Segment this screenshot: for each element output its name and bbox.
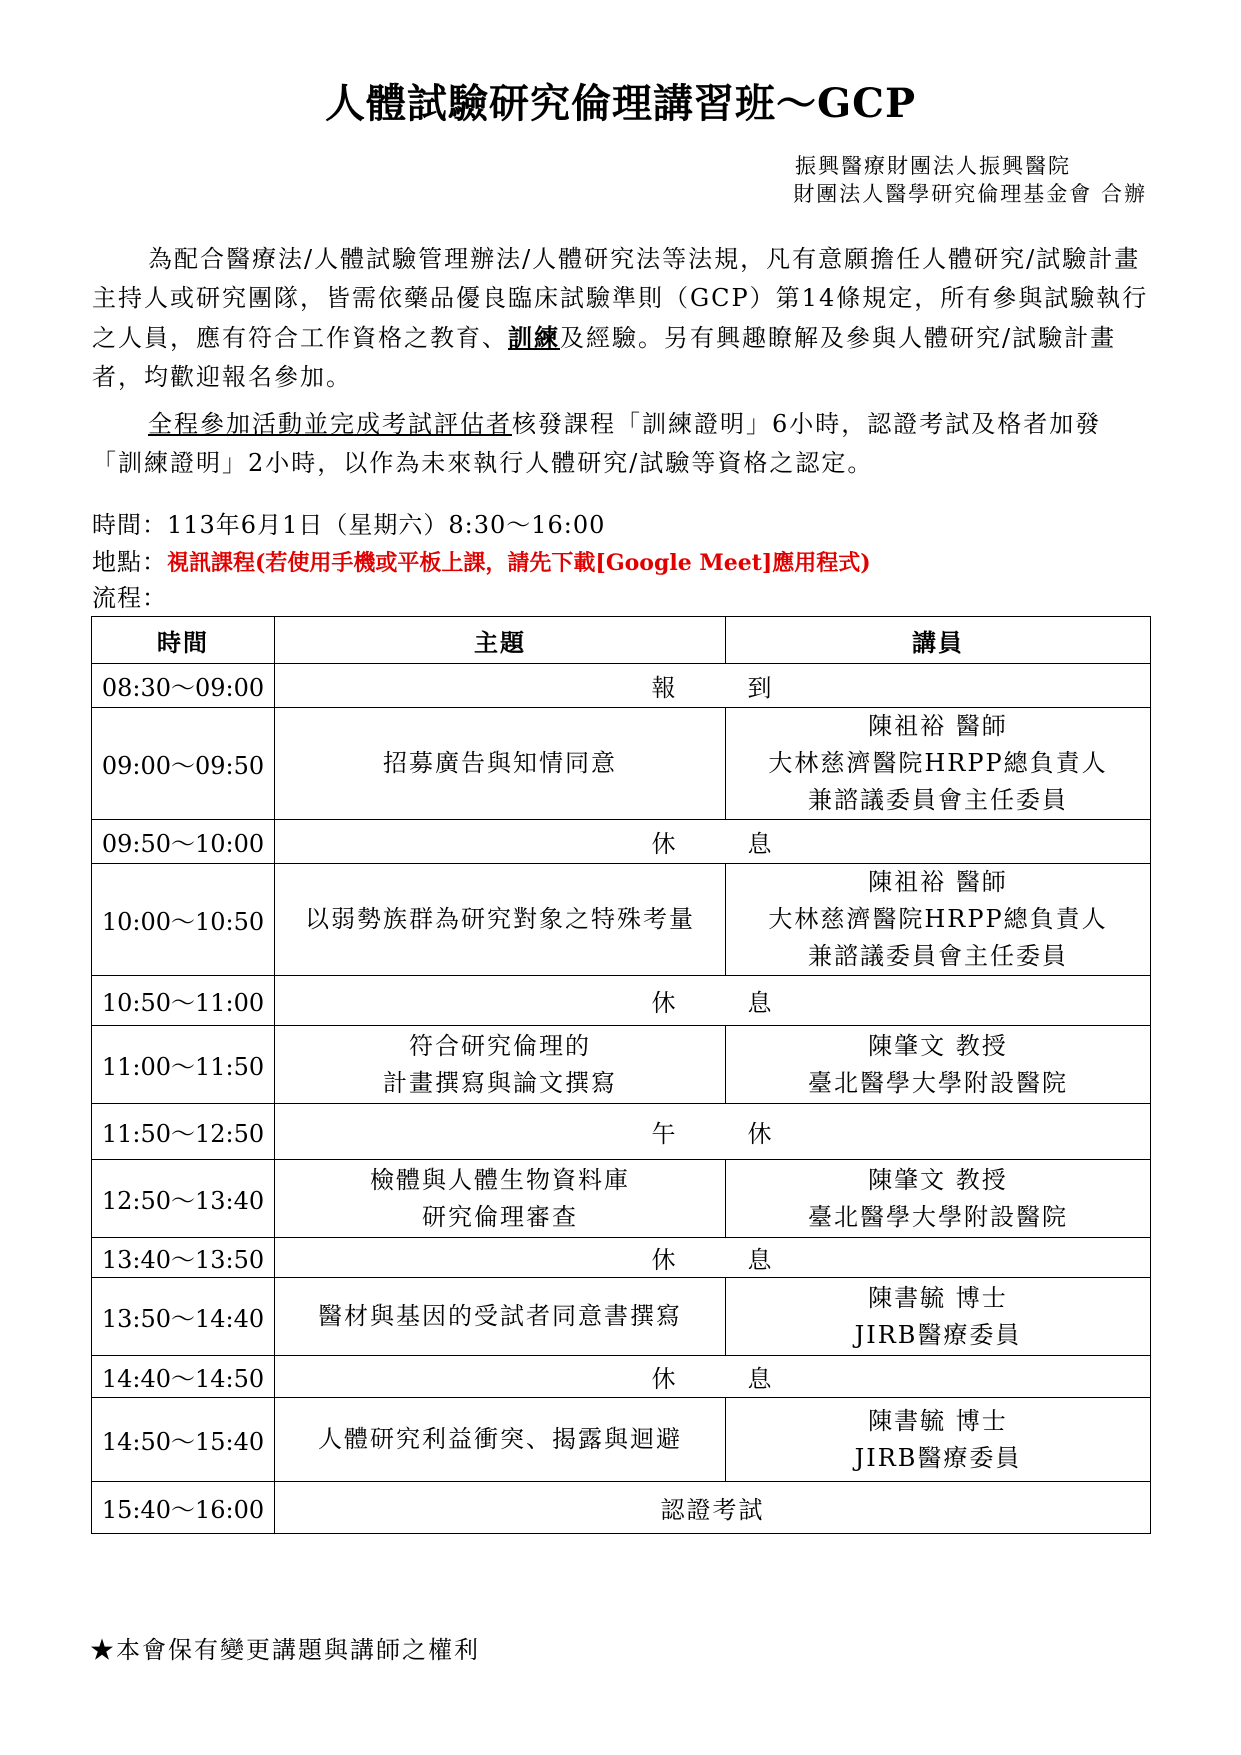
speaker-line: 大林慈濟醫院HRPP總負責人 — [768, 905, 1108, 933]
topic-line: 招募廣告與知情同意 — [383, 749, 617, 777]
time-label: 時間： — [92, 511, 167, 539]
flow-label: 流程： — [92, 584, 167, 612]
intro-bold-training: 訓練 — [508, 323, 560, 352]
speaker-line: 陳肇文 教授 — [868, 1165, 1008, 1194]
row-speaker — [726, 708, 1151, 820]
row-span-char-a: 休 — [651, 830, 678, 858]
row-break — [275, 820, 1151, 864]
row-span-char-b: 息 — [747, 830, 774, 858]
table-row — [92, 864, 1151, 976]
table-row — [92, 1160, 1151, 1238]
topic-line: 以弱勢族群為研究對象之特殊考量 — [305, 905, 695, 933]
row-topic — [275, 708, 726, 820]
row-time: 15:40～16:00 — [92, 1482, 275, 1534]
cert-text: 核發課程「訓練證明」6小時，認證考試及格者加發「訓練證明」2小時，以作為未來執行人體研究/試驗等資格之認定。 — [92, 410, 1102, 477]
speaker-line: 臺北醫學大學附設醫院 — [808, 1068, 1068, 1097]
speaker-line: 陳書毓 博士 — [868, 1283, 1008, 1312]
row-topic — [275, 1398, 726, 1482]
row-break — [275, 1238, 1151, 1278]
row-time: 11:50～12:50 — [92, 1104, 275, 1160]
topic-line: 人體研究利益衝突、揭露與迴避 — [318, 1425, 682, 1453]
row-span-char-b: 息 — [747, 1246, 774, 1274]
row-topic — [275, 1278, 726, 1356]
intro-paragraph — [92, 240, 1152, 397]
header-speaker: 講員 — [726, 617, 1151, 664]
table-row — [92, 1278, 1151, 1356]
schedule-table — [91, 616, 1151, 1534]
row-speaker — [726, 1398, 1151, 1482]
row-time: 11:00～11:50 — [92, 1026, 275, 1104]
event-time — [92, 505, 605, 540]
row-span-char-a: 休 — [651, 989, 678, 1017]
table-row — [92, 664, 1151, 708]
time-value: 113年6月1日（星期六）8:30～16:00 — [167, 511, 606, 539]
speaker-line: 大林慈濟醫院HRPP總負責人 — [768, 749, 1108, 777]
speaker-line: 兼諮議委員會主任委員 — [808, 942, 1068, 970]
organizer-line-2: 財團法人醫學研究倫理基金會 合辦 — [793, 182, 1147, 206]
place-label: 地點： — [92, 548, 167, 576]
row-span-char-a: 報 — [651, 674, 678, 702]
row-break — [275, 1356, 1151, 1398]
table-row — [92, 1356, 1151, 1398]
row-span-char-b: 到 — [747, 674, 774, 702]
row-span-char-a: 休 — [651, 1246, 678, 1274]
row-span-char-b: 息 — [747, 1365, 774, 1393]
speaker-line: 兼諮議委員會主任委員 — [808, 786, 1068, 814]
row-span-char-a: 午 — [651, 1120, 678, 1148]
row-speaker — [726, 864, 1151, 976]
row-topic — [275, 864, 726, 976]
intro-text-2: 及經驗。另有興趣瞭解及參與人體研究/試驗計畫者，均歡迎報名參加。 — [92, 324, 1117, 391]
header-topic: 主題 — [275, 617, 726, 664]
row-break — [275, 1482, 1151, 1534]
topic-line: 醫材與基因的受試者同意書撰寫 — [318, 1302, 682, 1330]
row-time: 10:50～11:00 — [92, 976, 275, 1026]
row-speaker — [726, 1278, 1151, 1356]
speaker-line: 陳祖裕 醫師 — [868, 868, 1008, 896]
event-place — [92, 542, 871, 577]
speaker-line: 陳祖裕 醫師 — [868, 712, 1008, 740]
speaker-line: 陳書毓 博士 — [868, 1406, 1008, 1435]
row-speaker — [726, 1026, 1151, 1104]
row-break — [275, 664, 1151, 708]
table-row — [92, 1482, 1151, 1534]
row-time: 13:50～14:40 — [92, 1278, 275, 1356]
row-span-char-b: 休 — [747, 1120, 774, 1148]
row-break — [275, 1104, 1151, 1160]
row-span-char-a: 休 — [651, 1365, 678, 1393]
speaker-line: JIRB醫療委員 — [854, 1320, 1022, 1349]
row-break — [275, 976, 1151, 1026]
footer-note: ★本會保有變更講題與講師之權利 — [90, 1636, 480, 1664]
row-topic — [275, 1026, 726, 1104]
speaker-line: 陳肇文 教授 — [868, 1031, 1008, 1060]
row-topic — [275, 1160, 726, 1238]
topic-line: 檢體與人體生物資料庫 — [370, 1165, 630, 1194]
intro-text-1: 為配合醫療法/人體試驗管理辦法/人體研究法等法規，凡有意願擔任人體研究/試驗計畫主持人或研究團隊，皆需依藥品優良臨床試驗準則（GCP）第14條規定，所有參與試驗執行之人員，應有符合工作資格之教育、 — [92, 245, 1149, 352]
organizer-line-1: 振興醫療財團法人振興醫院 — [795, 154, 1071, 178]
cert-underlined: 全程參加活動並完成考試評估者 — [148, 410, 512, 438]
row-span-text: 認證考試 — [660, 1496, 765, 1524]
place-value: 視訊課程(若使用手機或平板上課，請先下載[Google Meet]應用程式) — [167, 550, 871, 576]
topic-line: 研究倫理審查 — [422, 1202, 578, 1231]
row-time: 14:50～15:40 — [92, 1398, 275, 1482]
header-time: 時間 — [92, 617, 275, 664]
row-time: 08:30～09:00 — [92, 664, 275, 708]
row-span-char-b: 息 — [747, 989, 774, 1017]
table-header-row — [92, 617, 1151, 664]
table-row — [92, 976, 1151, 1026]
speaker-line: JIRB醫療委員 — [854, 1443, 1022, 1472]
row-speaker — [726, 1160, 1151, 1238]
row-time: 10:00～10:50 — [92, 864, 275, 976]
table-row — [92, 1026, 1151, 1104]
certificate-paragraph — [92, 405, 1152, 483]
row-time: 12:50～13:40 — [92, 1160, 275, 1238]
table-row — [92, 708, 1151, 820]
topic-line: 符合研究倫理的 — [409, 1031, 591, 1060]
row-time: 13:40～13:50 — [92, 1238, 275, 1278]
table-row — [92, 820, 1151, 864]
topic-line: 計畫撰寫與論文撰寫 — [383, 1068, 617, 1097]
row-time: 09:00～09:50 — [92, 708, 275, 820]
table-row — [92, 1238, 1151, 1278]
row-time: 09:50～10:00 — [92, 820, 275, 864]
page-title: 人體試驗研究倫理講習班～GCP — [324, 80, 917, 127]
speaker-line: 臺北醫學大學附設醫院 — [808, 1202, 1068, 1231]
row-time: 14:40～14:50 — [92, 1356, 275, 1398]
table-row — [92, 1104, 1151, 1160]
table-row — [92, 1398, 1151, 1482]
